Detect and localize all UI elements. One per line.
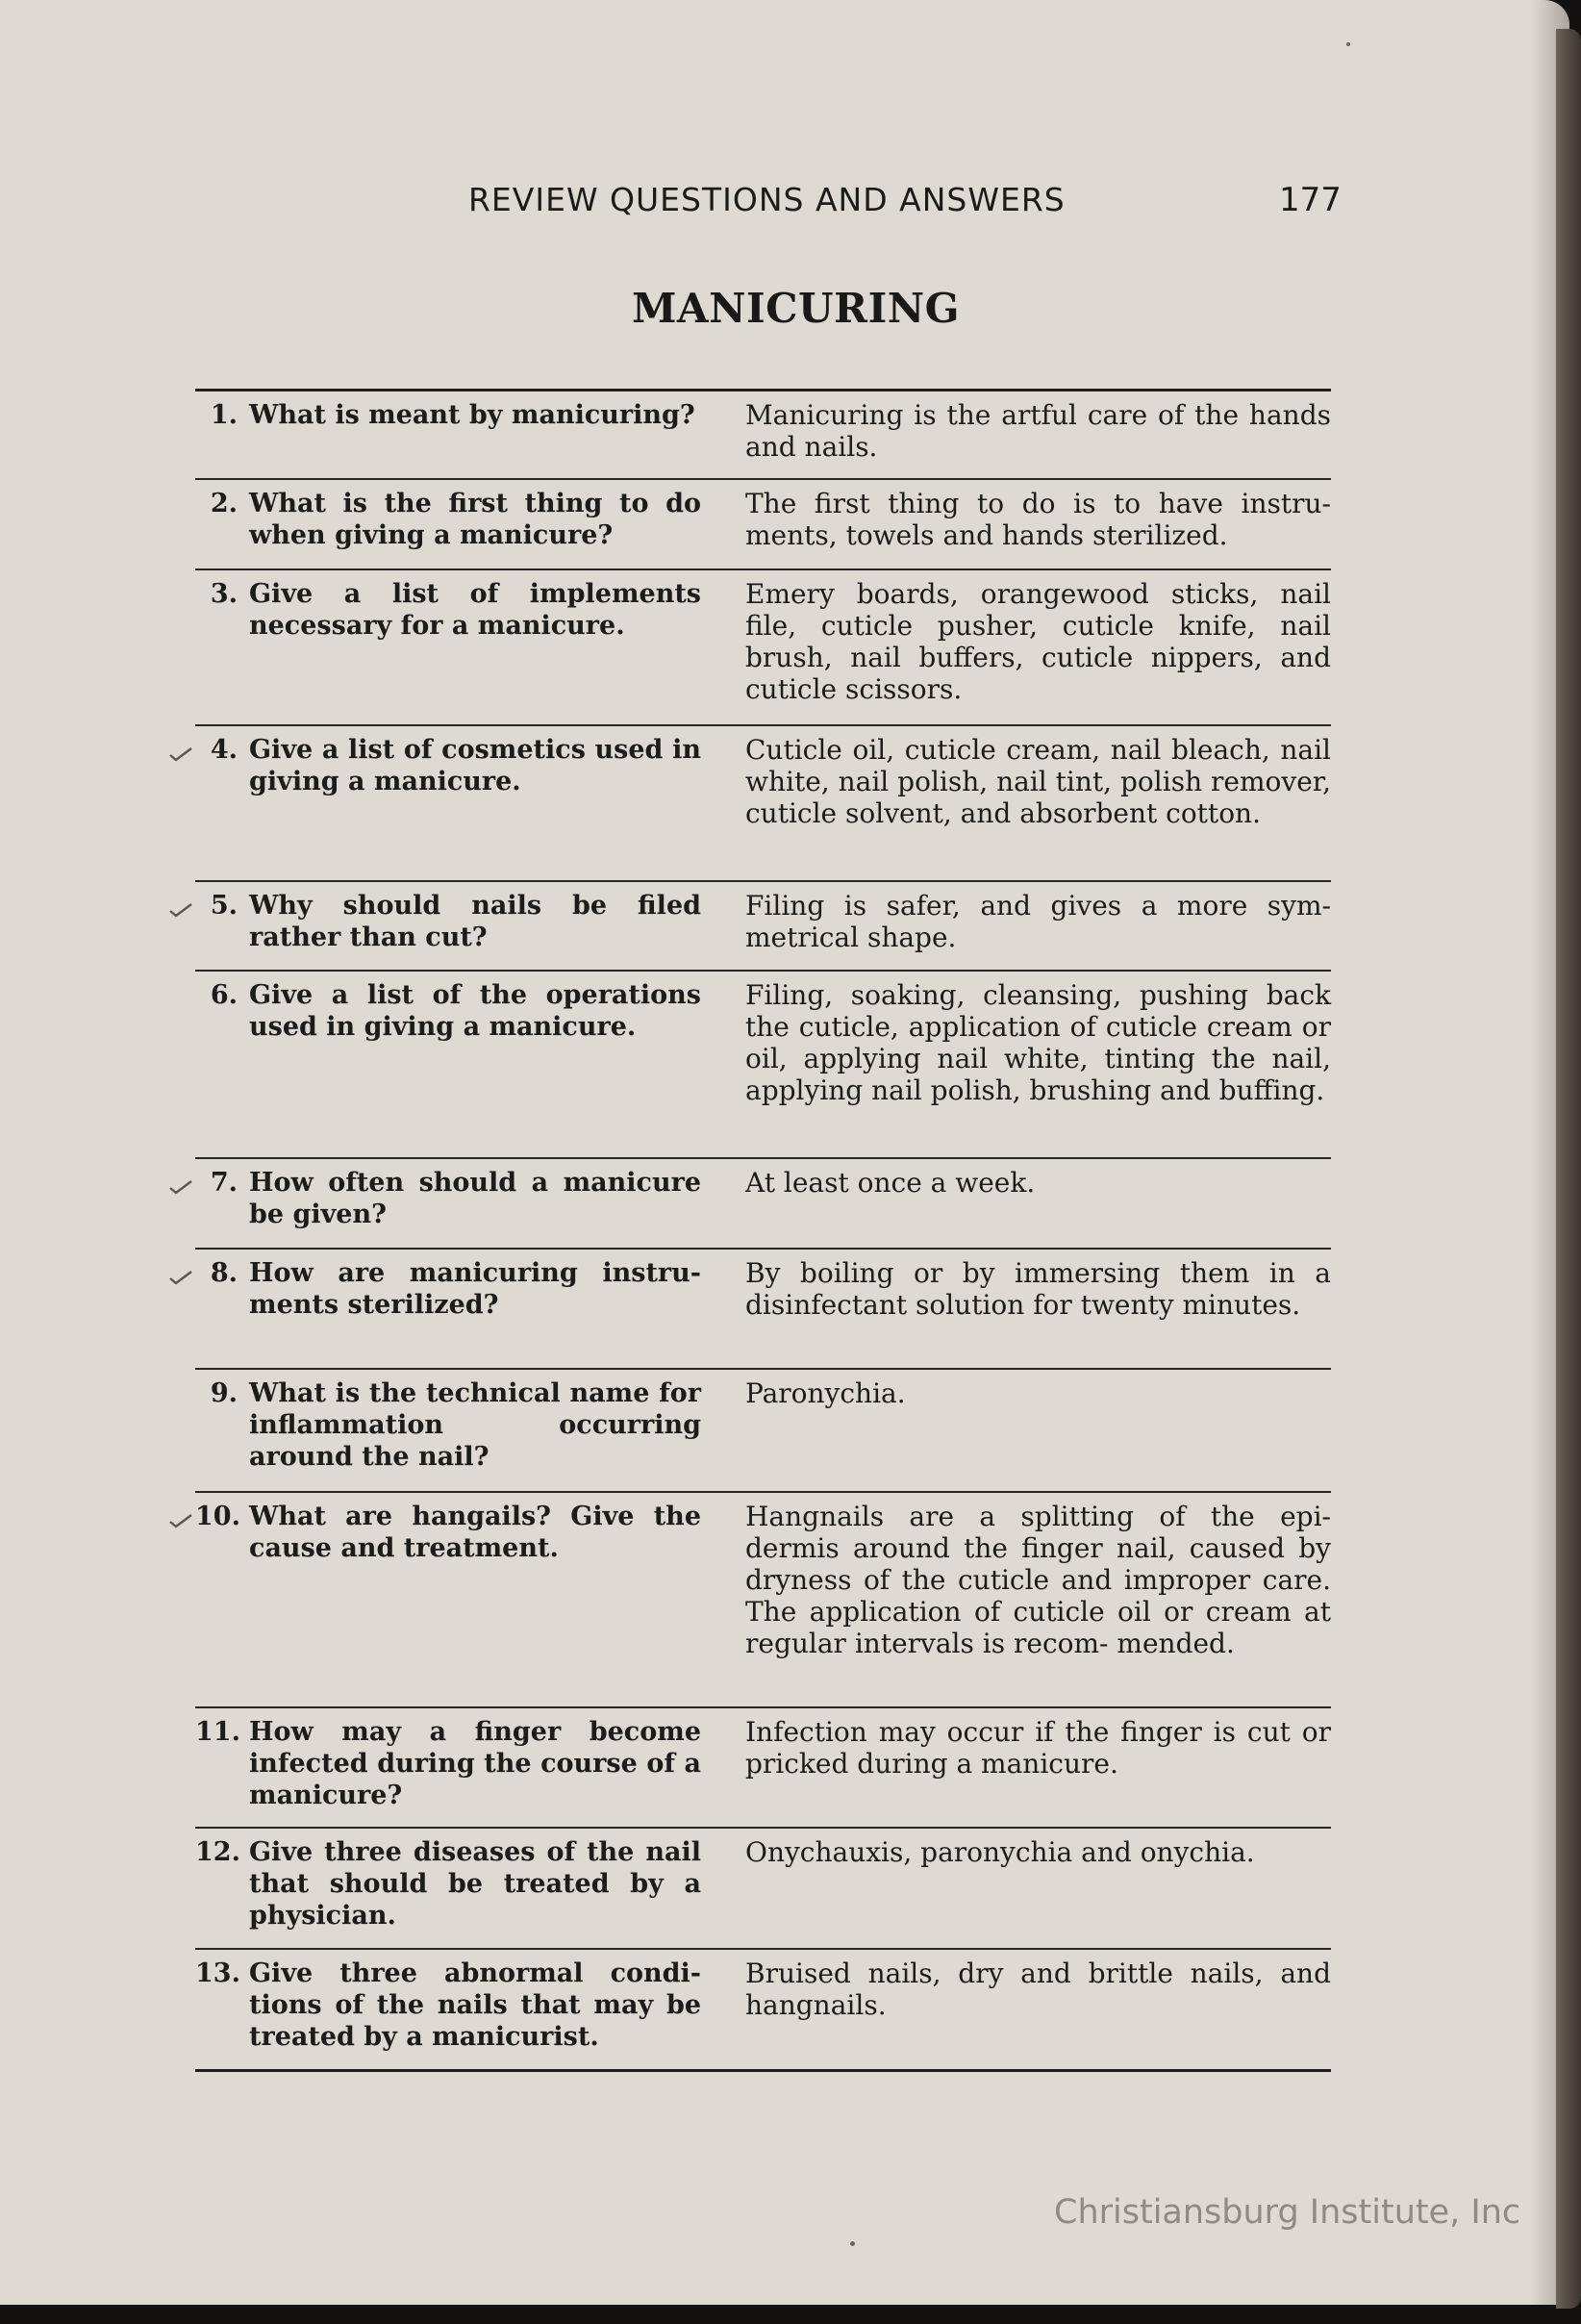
answer-text: Hangnails are a splitting of the epi- dermis around the finger nail, caused by dryness of the cuticle and improper care. The application of cuticle oil or cream at regular intervals is recom- mended. bbox=[745, 1501, 1331, 1659]
pencil-checkmark-icon bbox=[168, 1269, 193, 1288]
answer-text: At least once a week. bbox=[745, 1167, 1036, 1199]
qa-row bbox=[195, 1950, 1331, 2072]
question-number: 2. bbox=[210, 489, 238, 518]
answer-text: Cuticle oil, cuticle cream, nail bleach, nail white, nail polish, nail tint, polish remover, cuticle solvent, and absorbent cotton. bbox=[745, 734, 1331, 829]
qa-row bbox=[195, 1370, 1331, 1493]
answer-text: Paronychia. bbox=[745, 1377, 906, 1409]
qa-row bbox=[195, 882, 1331, 972]
question-number: 11. bbox=[195, 1717, 240, 1747]
question-text: Why should nails be filed rather than cut? bbox=[249, 891, 701, 952]
question-number: 8. bbox=[210, 1258, 238, 1288]
answer-text: The first thing to do is to have instru- ments, towels and hands sterilized. bbox=[745, 488, 1331, 551]
paper-speck bbox=[1346, 42, 1350, 46]
question-text: What is the first thing to do when giving a manicure? bbox=[249, 489, 701, 550]
question-text: How are manicuring instru- ments sterilized? bbox=[249, 1258, 701, 1320]
pencil-checkmark-icon bbox=[168, 1512, 193, 1531]
qa-row bbox=[195, 972, 1331, 1159]
answer-text: Bruised nails, dry and brittle nails, and hangnails. bbox=[745, 1958, 1331, 2021]
question-number: 7. bbox=[210, 1168, 238, 1198]
running-head: REVIEW QUESTIONS AND ANSWERS bbox=[468, 181, 1066, 218]
answer-text: Manicuring is the artful care of the hands and nails. bbox=[745, 399, 1331, 463]
question-number: 6. bbox=[210, 980, 238, 1010]
question-number: 10. bbox=[195, 1502, 240, 1531]
pencil-checkmark-icon bbox=[168, 745, 193, 765]
page-number: 177 bbox=[1279, 181, 1342, 219]
paper-speck bbox=[850, 2241, 855, 2246]
answer-text: Infection may occur if the finger is cut or pricked during a manicure. bbox=[745, 1716, 1331, 1780]
answer-text: Filing is safer, and gives a more sym- metrical shape. bbox=[745, 890, 1331, 953]
question-text: Give three diseases of the nail that should be treated by a physician. bbox=[249, 1837, 701, 1931]
pencil-checkmark-icon bbox=[168, 901, 193, 921]
question-number: 3. bbox=[210, 579, 238, 609]
question-number: 4. bbox=[210, 735, 238, 765]
question-text: What are hangails? Give the cause and treatment. bbox=[249, 1502, 701, 1563]
question-text: How may a finger become infected during the course of a manicure? bbox=[249, 1717, 701, 1810]
question-text: Give a list of cosmetics used in giving a manicure. bbox=[249, 735, 701, 796]
section-title: MANICURING bbox=[632, 285, 960, 332]
answer-text: Filing, soaking, cleansing, pushing back the cuticle, application of cuticle cream or oil, applying nail white, tinting the nail, applying nail polish, brushing and buffing. bbox=[745, 979, 1331, 1106]
qa-row bbox=[195, 392, 1331, 480]
qa-row bbox=[195, 1159, 1331, 1250]
answer-text: Emery boards, orangewood sticks, nail file, cuticle pusher, cuticle knife, nail brush, nail buffers, cuticle nippers, and cuticle scissors. bbox=[745, 578, 1331, 705]
question-number: 9. bbox=[210, 1378, 238, 1408]
question-number: 5. bbox=[210, 891, 238, 921]
pencil-checkmark-icon bbox=[168, 1178, 193, 1198]
question-number: 1. bbox=[210, 400, 238, 430]
qa-row bbox=[195, 1829, 1331, 1950]
qa-table bbox=[195, 389, 1331, 2072]
book-spine-edge bbox=[1556, 29, 1581, 2309]
qa-row bbox=[195, 570, 1331, 726]
qa-row bbox=[195, 1250, 1331, 1370]
question-text: What is meant by manicuring? bbox=[249, 400, 695, 430]
answer-text: By boiling or by immersing them in a disinfectant solution for twenty minutes. bbox=[745, 1257, 1331, 1321]
qa-row bbox=[195, 726, 1331, 882]
question-text: Give three abnormal condi- tions of the nails that may be treated by a manicurist. bbox=[249, 1958, 701, 2052]
answer-text: Onychauxis, paronychia and onychia. bbox=[745, 1836, 1255, 1868]
question-text: Give a list of the operations used in giving a manicure. bbox=[249, 980, 701, 1042]
qa-row bbox=[195, 1708, 1331, 1829]
question-number: 12. bbox=[195, 1837, 240, 1867]
question-number: 13. bbox=[195, 1958, 240, 1988]
question-text: Give a list of implements necessary for a manicure. bbox=[249, 579, 701, 641]
qa-row bbox=[195, 480, 1331, 570]
watermark: Christiansburg Institute, Inc bbox=[1054, 2193, 1521, 2232]
qa-row bbox=[195, 1493, 1331, 1708]
question-text: How often should a manicure be given? bbox=[249, 1168, 701, 1229]
question-text: What is the technical name for inflammation occurring around the nail? bbox=[249, 1378, 701, 1472]
